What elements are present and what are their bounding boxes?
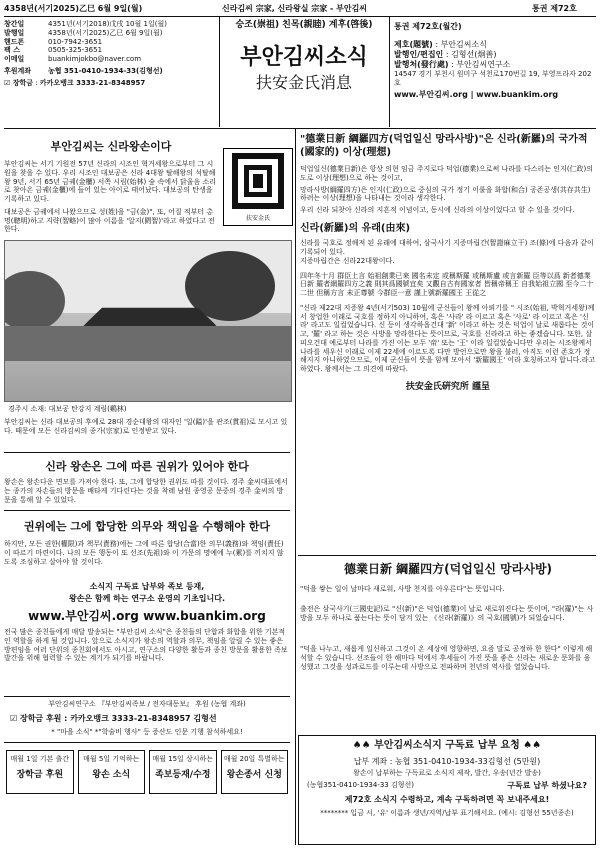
scholarship-note: * "마을 소식" *"학술비 행사" 등 증산도 인문 기행 참석하세요! bbox=[51, 728, 243, 736]
section2-title: 신라(新羅)의 유래(由來) bbox=[300, 222, 411, 234]
founded-value: 4351년(서기2018)戊戌 10월 1일(월) bbox=[48, 20, 167, 28]
sub-p1: 왕손이 납부하는 구독료로 소식지 제작, 발간, 우송(년간 발송) bbox=[353, 768, 541, 777]
big-p3: "덕을 나누고, 새롭게 일신하고 그것이 온 세상에 영향하면, 요즘 말로 공정하 한 한다" 이렇게 해석할 수 있습니다. 선조들이 한 해마다 덕에서 후세들이 가진 뜻을 좋은 신라는 새로운 문화를 융성했고 그것을 성과로드를 이루는데 사방으로 전파하며 천년의 역사를 열었습니다. bbox=[300, 645, 593, 671]
title-value: 부안김씨소식 bbox=[440, 40, 487, 49]
lineage-text: 신라김씨 宗家, 신라왕실 宗家 - 부안김씨 bbox=[222, 4, 368, 13]
top-rule bbox=[4, 16, 596, 17]
fax-label: 팩 스 bbox=[4, 46, 20, 55]
signature: 扶安金氏硏究所 謹呈 bbox=[405, 381, 491, 392]
scholarship2-value: 카카오뱅크 3333-21-8348957 김형선 bbox=[70, 714, 217, 723]
scholarship2 bbox=[10, 714, 290, 724]
right-article-p3: 우리 신라 되찾아 신라의 지흔적 이념이고, 동시에 신라의 이상이었다고 할 수 있을 것이다. bbox=[300, 206, 575, 214]
publisher-label: 발행처(發行處) bbox=[394, 60, 449, 69]
photo-wall bbox=[5, 326, 291, 361]
promo-web[interactable]: www.부안김씨.org www.buankim.org bbox=[28, 609, 266, 623]
rule-big bbox=[298, 555, 596, 556]
rule-a2 bbox=[4, 452, 290, 453]
scholarship-icon: ☑ bbox=[4, 78, 13, 87]
issue-number-right: 통권 제72호 bbox=[532, 4, 577, 13]
svg-text:扶安金氏: 扶安金氏 bbox=[245, 215, 271, 222]
paper-hanja: 扶安金氏消息 bbox=[255, 73, 352, 92]
address: 14547 경기 부천시 원미구 석천로170번길 19, 부영프라자 202호 bbox=[394, 70, 592, 87]
sub-line2: 제72호 소식지 수령하고, 계속 구독하려면 꼭 보내주세요! bbox=[344, 795, 550, 805]
fax-value: 0505-325-3651 bbox=[48, 46, 103, 55]
translation-text: "신라 제22대 지증왕 4년(서기503) 10월에 군신들이 왕께 아뢰기를 " 시조(始祖, 박혁거세왕)께서 창업한 이래로 국호를 정하지 아니하여, 혹은 '사라' 라 이르고 혹은 '사로' 라 이르고 혹은 '신라' 라고도 일컬었습니다. 신 등이 생각하옵건대 '新' 이라고 하는 것은 덕업이 날로 새롭다는 것이고, '羅' 라고 하는 것은 사방을 망라한다는 뜻이므로, 국호를 신라라고 하는 좋겠습니다. 또한, 살피오건대 예로부터 나라를 가진 이는 모두 '帝' 또는 '王' 이라 일컬었습니다만 우리는 시조왕께서 나라를 세우신 이래로 이제 22세에 이르도록 다만 방언으로만 왕을 불러, 아직도 이런 존호가 정해지지 아니하였으므로, 이제 군신들이 뜻을 함께 모아서 '新羅國王' 이라 호칭하고자 합니다.라고 하였다. 왕께서는 그 의견에 따랐다. bbox=[300, 303, 596, 373]
issue-date: 4358년(서기2025)乙巳 6월 9일(월) bbox=[4, 4, 143, 13]
article3-title: 권위에는 그에 합당한 의무와 책임을 수행해야 한다 bbox=[23, 520, 271, 533]
article2-title: 신라 왕손은 그에 따른 권위가 있어야 한다 bbox=[45, 460, 249, 473]
sub-title: ♠♠ 부안김씨소식지 구독료 납부 요청 ♠♠ bbox=[352, 740, 542, 751]
support-line: 부안김씨연구소 『부안김씨족보 / 전자대동보』 후원 (농협 계좌) bbox=[48, 700, 246, 708]
photo-caption: 경주시 소재: 대보공 탄강지 계림(鷄林) bbox=[8, 405, 127, 413]
motto: 숭조(崇祖) 친목(親睦) 계후(啓後) bbox=[235, 20, 373, 30]
scholarship-value: 카카오뱅크 3333-21-8348957 bbox=[39, 78, 146, 87]
subscription-box bbox=[298, 735, 596, 845]
seal-logo bbox=[223, 148, 293, 226]
right-article-title: "德業日新 綱羅四方(덕업일신 망라사방)"은 신라(新羅)의 국가적(國家的) 이상(理想) bbox=[300, 134, 588, 158]
editor-label: 발행인/편집인 bbox=[394, 50, 444, 59]
info-block: 창간일 4351년(서기2018)戊戌 10월 1일(월) 발행일 4358년(서기2025)乙巳 6월 9일(월) 핸드폰 010-7942-3651 팩 스 0505-325-3651 이메일 buankimjokbo@naver.com 후원계좌 농협 351-0410-1934-33(김형선) ☑ 장학금 : 카카오뱅크 3333-21-8348957 bbox=[4, 20, 167, 87]
service-box-name: 족보등재/수정 bbox=[155, 769, 211, 780]
service-box-scholarship[interactable] bbox=[6, 750, 74, 794]
hanja-quote: 四年冬十月 群臣上言 始祖創業已來 國名未定 或稱斯羅 或稱斯盧 或言新羅 臣等以爲 新者德業日新 羅者網羅四方之義 則其爲國號宜矣 又觀自古有國家者 皆稱帝稱王 自我始祖立國 至今二十二世 但稱方言 未正尊號 今群臣一意 謹上號新羅國王 王從之 bbox=[300, 271, 594, 297]
sub-row bbox=[299, 781, 595, 791]
service-box-tag: 매월 20일 특별하는 bbox=[223, 755, 285, 763]
service-box-tag: 매월 1일 기본 출간 bbox=[10, 755, 69, 763]
service-box-name: 왕손 소식 bbox=[92, 769, 131, 780]
scholarship-label: 장학금 bbox=[12, 78, 34, 87]
sub-account: 납부 계좌 : 농협 351-0410-1934-33김형선 (5만원) bbox=[353, 756, 541, 766]
big-p2: 출전은 삼국사기(三國史記)로 "신(新)"은 덕업(德業)이 날로 새로워진다는 뜻이며, "라(羅)"는 사방을 모두 하나로 품는다는 뜻이 담겨 있는 《신라(新羅)》의 국호(國號)가 되었습니다. bbox=[300, 605, 594, 622]
gyerim-photo bbox=[4, 240, 292, 402]
mast-divider-left bbox=[219, 17, 220, 127]
scholarship2-label: 장학금 후원 : bbox=[19, 714, 68, 723]
paper-title: 부안김씨소식 bbox=[240, 44, 368, 70]
publisher-value: 부안김씨연구소 bbox=[456, 60, 511, 69]
issue-box: 통권 제72호(월간) bbox=[394, 22, 462, 31]
service-box-tag: 매월 5일 기억하는 bbox=[83, 755, 140, 763]
founded-label: 창간일 bbox=[4, 20, 25, 28]
email-label: 이메일 bbox=[4, 55, 25, 63]
editor-value: 김형선(炯善) bbox=[451, 50, 497, 59]
article1-p3: 부안김씨는 신라 대보공의 후예로 28대 경순대왕의 대자인 '일(鎰)'을 관조(貫祖)로 모시고 있다. 때문에 모든 신라김씨의 종가(宗家)로 인정받고 있다. bbox=[4, 418, 288, 435]
phone-value: 010-7942-3651 bbox=[48, 37, 103, 46]
big-title: 德業日新 綱羅四方(덕업일신 망라사방) bbox=[343, 562, 553, 576]
title-label: 제호(題號) bbox=[394, 40, 433, 49]
account-value: 농협 351-0410-1934-33(김형선) bbox=[48, 66, 163, 75]
left-column bbox=[4, 132, 218, 234]
big-p1: "덕을 쌓는 일이 날마다 새로워, 사방 천지를 아우른다"는 뜻입니다. bbox=[300, 585, 505, 593]
service-box-name: 장학금 후원 bbox=[16, 769, 64, 780]
sub-ask: 구독료 납부 하셨나요? bbox=[507, 781, 587, 791]
phone-label: 핸드폰 bbox=[4, 37, 25, 46]
sub-phone: (농협351-0410-1934-33 김형선) bbox=[307, 781, 414, 790]
promo-line2: 왕손은 함께 하는 연구소 운영의 기초입니다. bbox=[68, 594, 226, 603]
email-value: buankimjokbo@naver.com bbox=[48, 55, 142, 63]
section2-p1: 신라를 국호로 정해져 된 유래에 대하여, 삼국사기 지증마립간(智證麻立干) 조(條)에 다음과 같이 기록되어 있다. bbox=[300, 239, 594, 256]
article2-p1: 왕손은 왕손다운 면모를 가져야 한다. 또, 그에 합당한 권위도 따를 것이다. 경주 金씨대표에서는 종가의 자손들의 방문을 배타게 기다린다는 것을 착레 남원 종영공 문중의 경주 金씨의 방문을 통해 알 수 있었다. bbox=[4, 478, 288, 504]
service-box-name: 왕손종서 신청 bbox=[226, 769, 282, 780]
right-column bbox=[300, 134, 596, 393]
article1-p2: 대보공은 금궤에서 나왔으므로 성(姓)을 "금(金)", 또, 어질 적부터 총명(聰明)하고 지략(智略)이 많아 이름을 '알지(閼智)'라고 하였다고 전한다. bbox=[4, 207, 215, 234]
article1-p1: 부안김씨는 서기 기원전 57년 신라의 시조인 혁거세왕으로부터 그 시원을 찾을 수 있다. 우리 시조인 대보공은 신라 4대왕 탈해왕의 석탈해왕 9년, 서기 65년 금궤(金櫃) 서쪽 시림(始林) 숲 속에서 닭울음 소리로 찾아온 금궤(金櫃)에 들어 있는 아이로 태어났다. 대보공의 탄생을 기록하고 있다. bbox=[4, 160, 217, 203]
column-divider bbox=[295, 129, 296, 845]
service-box-news[interactable] bbox=[78, 750, 146, 794]
service-box-genealogy[interactable] bbox=[149, 750, 217, 794]
promo-line1: 소식지 구독료 납부와 족보 등재, bbox=[89, 582, 205, 591]
service-box-request[interactable] bbox=[221, 750, 289, 794]
article3-p1: 하지만, 모든 권한(權限)과 책무(責務)에는 그에 따른 합당(合當)한 의무(義務)와 책임(責任)이 따르기 마련이다. 나의 모든 행동이 또 선조(先祖)와 이 가문의 명예에 누(累)를 끼치지 않도록 조심하고 살아야 할 것이다. bbox=[4, 540, 284, 566]
publisher-block: 제호(題號) : 부안김씨소식 발행인/편집인 : 김형선(炯善) 발행처(發行處) : 부안김씨연구소 14547 경기 부천시 원미구 석천로170번길 19, 부영프라자 202호 www.부안김씨.org | www.buankim.org bbox=[394, 40, 596, 100]
right-article-p2: 망라사방(綱羅四方)은 인지(仁政)으로 중심의 국가 정기 이룰을 화합(和合) 공존공생(共存共生)하려는 이상(理想)을 나타내는 것이라 생각한다. bbox=[300, 185, 591, 203]
account-label: 후원계좌 bbox=[4, 66, 32, 75]
section2-p2: 지증마립간은 신라22대왕이다. bbox=[300, 256, 395, 265]
mast-bottom-rule bbox=[4, 128, 596, 129]
article3-p2: 전국 많은 종친들에게 매달 발송되는 "부안김씨 소식"은 종친들의 단합과 화합을 위한 기본적인 역할을 하게 될 것입니다. 앞으로 소식지가 왕손의 역할과 의무, 책임을 알릴 수 있는 좋은 방편임을 여러 단위의 종친회에서도 아시고, 연구소의 다양한 활동과 종친 방문을 활용한 족보 발간을 위해 협력할 수 있는 계기가 되기를 바랍니다. bbox=[4, 628, 288, 663]
sub-note: ******** 입금 시, '유' 이름과 생년/지역/납부 표기해서요. (예시: 김형선 55년종손) bbox=[320, 809, 574, 818]
photo-tree-left bbox=[4, 271, 65, 331]
service-boxes bbox=[6, 750, 288, 794]
seal-icon bbox=[224, 149, 292, 225]
right-article-p1: 덕업일신(德業日新)은 항상 의현 임금 주지로다 덕업(德業)으로써 나라를 다스리는 인지(仁政)의 도로 이상(理想)으로 하는 것이고, bbox=[300, 165, 594, 182]
article1-title: 부안김씨는 신라왕손이다 bbox=[50, 140, 172, 153]
service-box-tag: 매월 15일 상시하는 bbox=[152, 755, 214, 763]
scholarship2-icon: ☑ bbox=[10, 714, 20, 723]
publish-label: 발행일 bbox=[4, 28, 25, 37]
web-link[interactable]: www.부안김씨.org | www.buankim.org bbox=[394, 89, 559, 99]
publish-value: 4358년(서기2025)乙巳 6월 9일(월) bbox=[48, 28, 163, 37]
rule-boxes bbox=[4, 742, 290, 743]
rule-a3 bbox=[4, 510, 290, 511]
rule-support bbox=[4, 696, 290, 697]
mast-divider-right bbox=[389, 17, 390, 127]
